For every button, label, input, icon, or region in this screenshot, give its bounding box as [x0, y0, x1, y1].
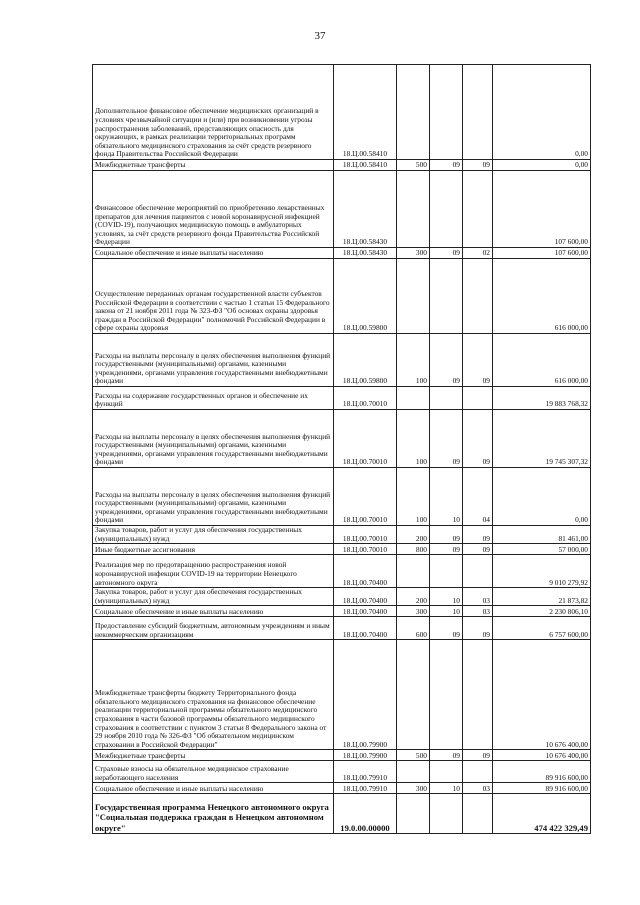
cell-rz	[430, 65, 463, 160]
cell-code: 18.Ц.00.70010	[334, 410, 397, 468]
budget-table	[92, 64, 591, 834]
total-cell-desc: Государственная программа Ненецкого автономного округа "Социальная поддержка граждан в Ненецком автономном округе"	[93, 794, 334, 834]
cell-vr: 300	[397, 248, 430, 259]
table-row	[93, 606, 591, 617]
cell-vr	[397, 387, 430, 410]
table-row	[93, 65, 591, 160]
cell-vr	[397, 171, 430, 248]
cell-rz	[430, 387, 463, 410]
cell-rz: 10	[430, 588, 463, 606]
cell-pr: 03	[463, 588, 493, 606]
cell-vr	[397, 65, 430, 160]
cell-pr: 04	[463, 468, 493, 526]
cell-pr	[463, 259, 493, 334]
cell-desc: Иные бюджетные ассигнования	[93, 544, 334, 555]
page-number: 37	[314, 30, 326, 42]
cell-pr	[463, 555, 493, 588]
cell-sum: 19 883 768,32	[493, 387, 591, 410]
table-row	[93, 160, 591, 171]
cell-pr	[463, 761, 493, 783]
cell-vr: 100	[397, 468, 430, 526]
cell-sum: 0,00	[493, 65, 591, 160]
cell-code: 18.Ц.00.70400	[334, 606, 397, 617]
table-row	[93, 526, 591, 544]
table-row	[93, 387, 591, 410]
cell-pr: 09	[463, 544, 493, 555]
cell-sum: 89 916 600,00	[493, 761, 591, 783]
total-cell-rz	[430, 794, 463, 834]
cell-sum: 616 000,00	[493, 334, 591, 387]
cell-rz: 09	[430, 334, 463, 387]
cell-sum: 89 916 600,00	[493, 783, 591, 794]
cell-desc: Закупка товаров, работ и услуг для обеспечения государственных (муниципальных) нужд	[93, 588, 334, 606]
cell-desc: Осуществление переданных органам государственной власти субъектов Российской Федерации в соответствии с частью 1 статьи 15 Федерального закона от 21 ноября 2011 года № 323-ФЗ "Об основах охраны здоровья граждан в Российской Федерации" полномочий Российской Федерации в сфере охраны здоровья	[93, 259, 334, 334]
table-row	[93, 410, 591, 468]
cell-sum: 107 600,00	[493, 171, 591, 248]
table-row	[93, 783, 591, 794]
table-row	[93, 761, 591, 783]
cell-code: 18.Ц.00.79900	[334, 750, 397, 761]
cell-desc: Межбюджетные трансферты	[93, 750, 334, 761]
cell-vr	[397, 259, 430, 334]
cell-sum: 10 676 400,00	[493, 750, 591, 761]
cell-desc: Расходы на содержание государственных органов и обеспечение их функций	[93, 387, 334, 410]
cell-sum: 616 000,00	[493, 259, 591, 334]
cell-pr: 09	[463, 410, 493, 468]
cell-rz	[430, 640, 463, 750]
cell-sum: 57 000,00	[493, 544, 591, 555]
cell-pr	[463, 387, 493, 410]
cell-desc: Расходы на выплаты персоналу в целях обеспечения выполнения функций государственными (муниципальными) органами, казенными учреждениями, органами управления государственными внебюджетными фондами	[93, 468, 334, 526]
total-cell-code: 19.0.00.00000	[334, 794, 397, 834]
cell-code: 18.Ц.00.58410	[334, 160, 397, 171]
cell-desc: Расходы на выплаты персоналу в целях обеспечения выполнения функций государственными (муниципальными) органами, казенными учреждениями, органами управления государственными внебюджетными фондами	[93, 334, 334, 387]
cell-rz: 09	[430, 160, 463, 171]
cell-rz: 09	[430, 526, 463, 544]
cell-code: 18.Ц.00.70010	[334, 526, 397, 544]
table-row	[93, 555, 591, 588]
cell-rz	[430, 171, 463, 248]
cell-pr	[463, 640, 493, 750]
cell-rz: 10	[430, 606, 463, 617]
cell-vr: 200	[397, 526, 430, 544]
cell-rz: 10	[430, 783, 463, 794]
cell-sum: 6 757 600,00	[493, 617, 591, 640]
cell-vr	[397, 640, 430, 750]
cell-desc: Финансовое обеспечение мероприятий по приобретению лекарственных препаратов для лечения пациентов с новой коронавирусной инфекцией (COVID-19), получающих медицинскую помощь в амбулаторных условиях, за счёт средств резервного фонда Правительства Российской Федерации	[93, 171, 334, 248]
cell-code: 18.Ц.00.79910	[334, 761, 397, 783]
table-row	[93, 248, 591, 259]
cell-rz: 09	[430, 248, 463, 259]
cell-pr	[463, 171, 493, 248]
table-row	[93, 617, 591, 640]
cell-code: 18.Ц.00.70010	[334, 544, 397, 555]
cell-code: 18.Ц.00.58430	[334, 248, 397, 259]
cell-vr	[397, 761, 430, 783]
total-cell-pr	[463, 794, 493, 834]
cell-vr: 800	[397, 544, 430, 555]
cell-rz: 09	[430, 750, 463, 761]
cell-rz: 09	[430, 617, 463, 640]
cell-vr: 600	[397, 617, 430, 640]
cell-sum: 19 745 307,32	[493, 410, 591, 468]
cell-code: 18.Ц.00.70400	[334, 617, 397, 640]
cell-sum: 81 461,00	[493, 526, 591, 544]
table-row	[93, 171, 591, 248]
cell-desc: Реализация мер по предотвращению распространения новой коронавирусной инфекции COVID-19 на территории Ненецкого автономного округа	[93, 555, 334, 588]
cell-desc: Социальное обеспечение и иные выплаты населению	[93, 783, 334, 794]
total-cell-vr	[397, 794, 430, 834]
cell-code: 18.Ц.00.70010	[334, 468, 397, 526]
cell-rz: 10	[430, 468, 463, 526]
cell-desc: Закупка товаров, работ и услуг для обеспечения государственных (муниципальных) нужд	[93, 526, 334, 544]
total-cell-sum: 474 422 329,49	[493, 794, 591, 834]
cell-code: 18.Ц.00.79900	[334, 640, 397, 750]
cell-desc: Межбюджетные трансферты бюджету Территориального фонда обязательного медицинского страхования на финансовое обеспечение реализации территориальной программы обязательного медицинского страхования в части базовой программы обязательного медицинского страхования в соответствии с пунктом 3 статьи 8 Федерального закона от 29 ноября 2010 года № 326-ФЗ "Об обязательном медицинском страховании в Российской Федерации"	[93, 640, 334, 750]
cell-pr: 09	[463, 334, 493, 387]
cell-code: 18.Ц.00.70400	[334, 555, 397, 588]
cell-pr: 09	[463, 526, 493, 544]
cell-sum: 0,00	[493, 468, 591, 526]
table-row	[93, 259, 591, 334]
cell-sum: 21 873,82	[493, 588, 591, 606]
cell-pr: 09	[463, 160, 493, 171]
table-row	[93, 334, 591, 387]
cell-vr: 300	[397, 606, 430, 617]
cell-pr: 02	[463, 248, 493, 259]
cell-vr: 500	[397, 750, 430, 761]
cell-vr: 100	[397, 410, 430, 468]
cell-desc: Социальное обеспечение и иные выплаты населению	[93, 248, 334, 259]
cell-code: 18.Ц.00.59800	[334, 259, 397, 334]
cell-code: 18.Ц.00.70400	[334, 588, 397, 606]
cell-sum: 107 600,00	[493, 248, 591, 259]
cell-code: 18.Ц.00.58430	[334, 171, 397, 248]
cell-desc: Социальное обеспечение и иные выплаты населению	[93, 606, 334, 617]
cell-pr: 09	[463, 617, 493, 640]
cell-sum: 10 676 400,00	[493, 640, 591, 750]
cell-desc: Дополнительное финансовое обеспечение медицинских организаций в условиях чрезвычайной ситуации и (или) при возникновении угрозы распространения заболеваний, представляющих опасность для окружающих, в рамках реализации территориальных программ обязательного медицинского страхования за счёт средств резервного фонда Правительства Российской Федерации	[93, 65, 334, 160]
cell-rz: 09	[430, 544, 463, 555]
cell-rz: 09	[430, 410, 463, 468]
cell-code: 18.Ц.00.58410	[334, 65, 397, 160]
table-row	[93, 544, 591, 555]
cell-code: 18.Ц.00.79910	[334, 783, 397, 794]
cell-desc: Межбюджетные трансферты	[93, 160, 334, 171]
cell-vr: 100	[397, 334, 430, 387]
table-row	[93, 588, 591, 606]
cell-vr	[397, 555, 430, 588]
cell-desc: Предоставление субсидий бюджетным, автономным учреждениям и иным некоммерческим организациям	[93, 617, 334, 640]
cell-pr	[463, 65, 493, 160]
cell-vr: 500	[397, 160, 430, 171]
cell-code: 18.Ц.00.59800	[334, 334, 397, 387]
cell-sum: 9 010 279,92	[493, 555, 591, 588]
program-total-row	[93, 794, 591, 834]
cell-rz	[430, 259, 463, 334]
cell-sum: 2 230 806,10	[493, 606, 591, 617]
cell-desc: Страховые взносы на обязательное медицинское страхование неработающего населения	[93, 761, 334, 783]
cell-vr: 200	[397, 588, 430, 606]
cell-rz	[430, 555, 463, 588]
cell-rz	[430, 761, 463, 783]
cell-pr: 03	[463, 606, 493, 617]
cell-desc: Расходы на выплаты персоналу в целях обеспечения выполнения функций государственными (муниципальными) органами, казенными учреждениями, органами управления государственными внебюджетными фондами	[93, 410, 334, 468]
table-row	[93, 640, 591, 750]
cell-vr: 300	[397, 783, 430, 794]
table-row	[93, 750, 591, 761]
budget-table-body	[93, 65, 591, 834]
cell-pr: 09	[463, 750, 493, 761]
cell-code: 18.Ц.00.70010	[334, 387, 397, 410]
table-row	[93, 468, 591, 526]
cell-sum: 0,00	[493, 160, 591, 171]
cell-pr: 03	[463, 783, 493, 794]
